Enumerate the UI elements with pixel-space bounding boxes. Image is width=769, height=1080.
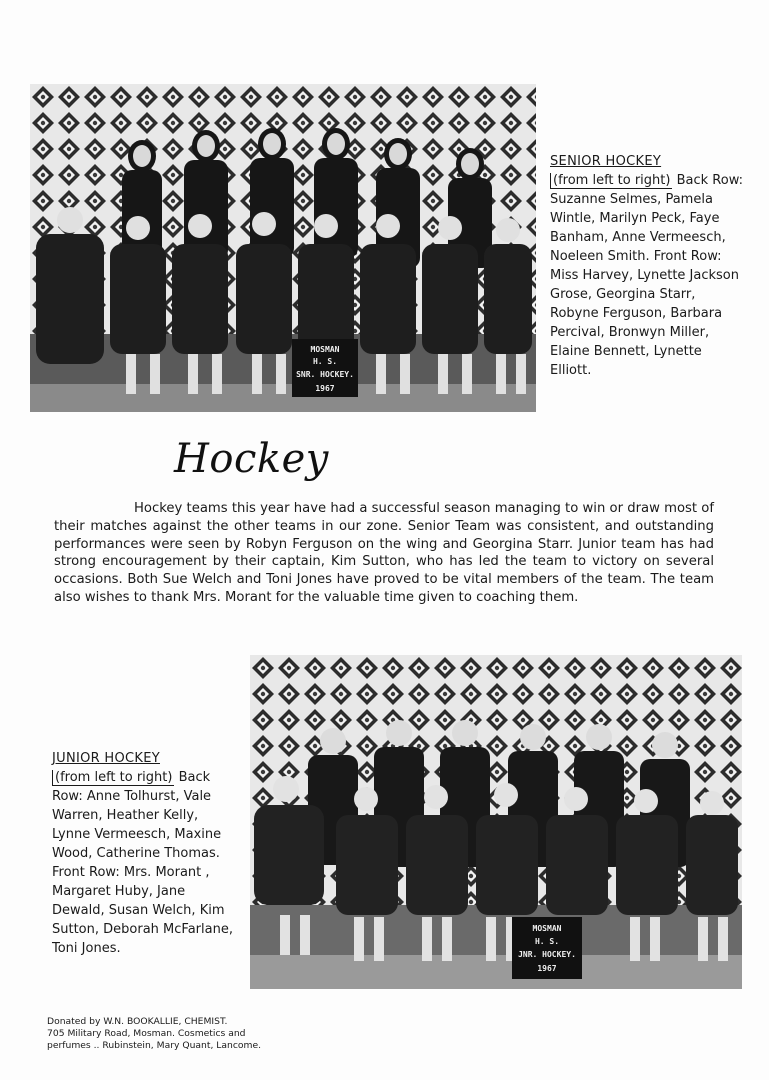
page-title: Hockey — [174, 436, 329, 482]
article-body: Hockey teams this year have had a successful season managing to win or draw most of their matches against the other teams in our zone. Senior Team was consistent, and outstanding performances were seen by Robyn Ferguson on the wing and Georgina Starr. Junior team has had strong encouragement by their captain, Kim Sutton, who has led the team to victory on several occasions. Both Sue Welch and Toni Jones have proved to be vital members of the team. The team also wishes to thank Mrs. Morant for the valuable time given to coaching them. — [54, 501, 714, 605]
junior-names: Back Row: Anne Tolhurst, Vale Warren, Heather Kelly, Lynne Vermeesch, Maxine Wood, Catherine Thomas. Front Row: Mrs. Morant , Margaret Huby, Jane Dewald, Susan Welch, Kim Sutton, Deborah McFarlane, Toni Jones. — [52, 770, 233, 956]
junior-board-line: MOSMAN — [532, 924, 562, 933]
senior-names: Back Row: Suzanne Selmes, Pamela Wintle, Marilyn Peck, Faye Banham, Anne Vermeesch, Noeleen Smith. Front Row: Miss Harvey, Lynette Jackson Grose, Georgina Starr, Robyne Ferguson, Barbara Percival, Bronwyn Miller, Elaine Bennett, Lynette Elliott. — [550, 173, 743, 378]
senior-hockey-photo — [30, 84, 536, 412]
junior-caption — [52, 749, 240, 958]
donor-line: perfumes .. Rubinstein, Mary Quant, Lancome. — [47, 1040, 262, 1051]
senior-heading: SENIOR HOCKEY — [550, 154, 662, 169]
senior-board-line: H. S. — [312, 357, 338, 366]
senior-board-line: 1967 — [315, 384, 335, 393]
junior-hockey-photo — [250, 655, 742, 989]
donor-note — [47, 1016, 347, 1052]
junior-board-line: 1967 — [537, 964, 557, 973]
senior-board-line: SNR. HOCKEY. — [296, 370, 354, 379]
senior-caption — [550, 152, 746, 380]
junior-board-line: JNR. HOCKEY. — [518, 950, 576, 959]
senior-board-line: MOSMAN — [310, 345, 340, 354]
junior-board-line: H. S. — [534, 937, 560, 946]
donor-line: 705 Military Road, Mosman. Cosmetics and — [47, 1028, 246, 1039]
junior-heading: JUNIOR HOCKEY — [52, 751, 160, 766]
senior-subheading: (from left to right) — [550, 173, 672, 189]
donor-line: Donated by W.N. BOOKALLIE, CHEMIST. — [47, 1016, 228, 1027]
junior-subheading: (from left to right) — [52, 770, 174, 786]
